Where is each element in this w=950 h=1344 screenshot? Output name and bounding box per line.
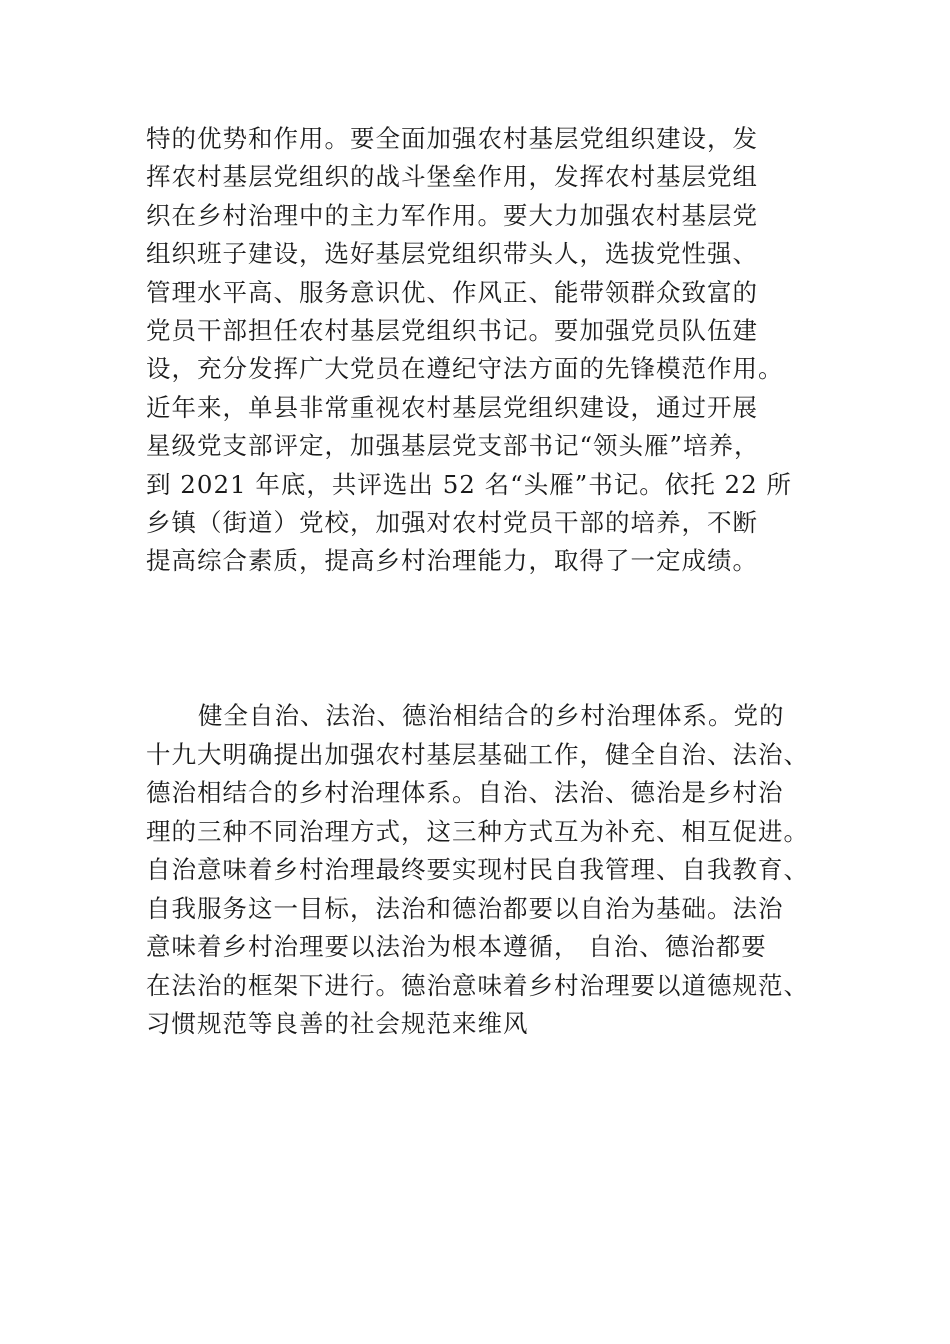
paragraph-line: 特的优势和作用。要全面加强农村基层党组织建设，发: [146, 124, 758, 153]
paragraph-line: 提高综合素质，提高乡村治理能力，取得了一定成绩。: [146, 546, 758, 576]
paragraph-line: 十九大明确提出加强农村基层基础工作，健全自治、法治、: [146, 739, 809, 769]
paragraph-line: 意味着乡村治理要以法治为根本遵循， 自治、德治都要: [146, 932, 767, 961]
paragraph-line: 在法治的框架下进行。德治意味着乡村治理要以道德规范、: [146, 970, 809, 1000]
paragraph-line: 到 2021 年底，共评选出 52 名“头雁”书记。依托 22 所: [146, 469, 792, 499]
paragraph-line: 织在乡村治理中的主力军作用。要大力加强农村基层党: [146, 200, 758, 230]
paragraph-line: 设，充分发挥广大党员在遵纪守法方面的先锋模范作用。: [146, 354, 784, 384]
paragraph-line: 党员干部担任农村基层党组织书记。要加强党员队伍建: [146, 315, 758, 345]
paragraph-line: 管理水平高、服务意识优、作风正、能带领群众致富的: [146, 277, 758, 307]
paragraph-line: 组织班子建设，选好基层党组织带头人，选拔党性强、: [146, 239, 758, 269]
paragraph-line: 习惯规范等良善的社会规范来维风: [146, 1009, 529, 1038]
paragraph-line: 自我服务这一目标，法治和德治都要以自治为基础。法治: [146, 893, 784, 923]
paragraph-governance-system: [146, 697, 866, 1044]
paragraph-line: 自治意味着乡村治理最终要实现村民自我管理、自我教育、: [146, 855, 809, 884]
paragraph-line: 近年来，单县非常重视农村基层党组织建设，通过开展: [146, 392, 758, 422]
paragraph-line: 挥农村基层党组织的战斗堡垒作用，发挥农村基层党组: [146, 162, 758, 192]
paragraph-rural-party-organization: [146, 120, 866, 581]
paragraph-line: 理的三种不同治理方式，这三种方式互为补充、相互促进。: [146, 816, 809, 846]
paragraph-line: 乡镇（街道）党校，加强对农村党员干部的培养，不断: [146, 507, 758, 537]
paragraph-line: 星级党支部评定，加强基层党支部书记“领头雁”培养，: [146, 431, 760, 461]
paragraph-line: 德治相结合的乡村治理体系。自治、法治、德治是乡村治: [146, 778, 784, 807]
paragraph-first-line: 健全自治、法治、德治相结合的乡村治理体系。党的: [198, 701, 785, 730]
